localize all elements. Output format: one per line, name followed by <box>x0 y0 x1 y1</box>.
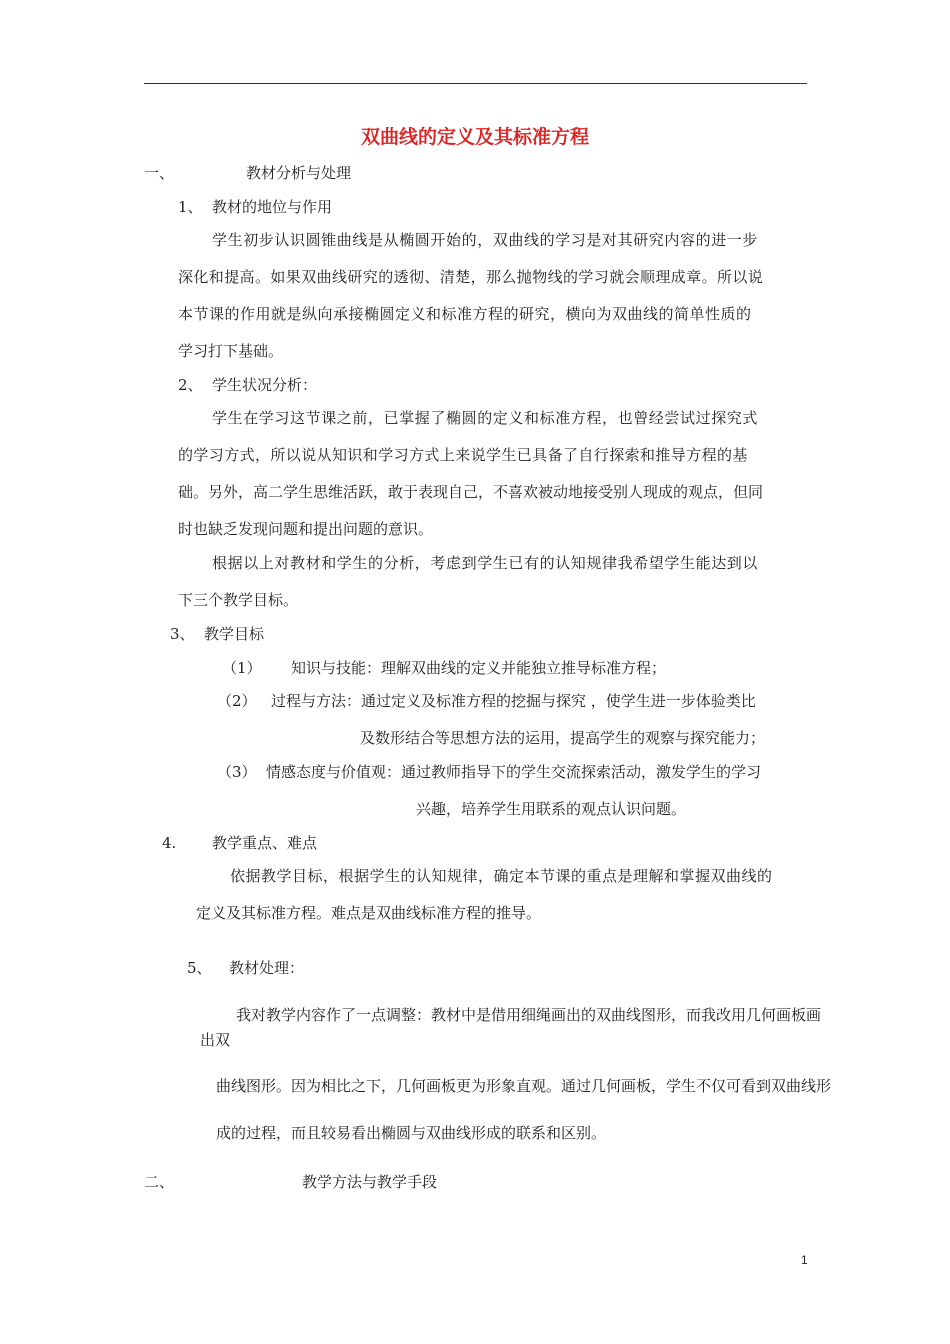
paragraph-line: 础。另外，高二学生思维活跃，敢于表现自己，不喜欢被动地接受别人现成的观点，但同 <box>178 483 764 501</box>
section-2-heading: 教学方法与教学手段 <box>302 1173 438 1191</box>
section-1-number: 一、 <box>144 164 175 182</box>
paragraph-line: 学生在学习这节课之前，已掌握了椭圆的定义和标准方程，也曾经尝试过探究式 <box>212 409 759 427</box>
paragraph-line: 学生初步认识圆锥曲线是从椭圆开始的，双曲线的学习是对其研究内容的进一步 <box>212 231 759 249</box>
paragraph-line: 出双 <box>200 1031 231 1049</box>
subsection-5-number: 5、 <box>187 959 212 977</box>
goal-3-continuation: 兴趣，培养学生用联系的观点认识问题。 <box>416 800 687 818</box>
subsection-5-heading: 教材处理： <box>229 959 305 977</box>
section-1-heading: 教材分析与处理 <box>246 164 352 182</box>
paragraph-line: 下三个教学目标。 <box>178 591 299 609</box>
paragraph-line: 根据以上对教材和学生的分析，考虑到学生已有的认知规律我希望学生能达到以 <box>212 554 759 572</box>
subsection-1-heading: 教材的地位与作用 <box>212 198 333 216</box>
subsection-4-number: 4. <box>162 834 177 852</box>
paragraph-line: 的学习方式，所以说从知识和学习方式上来说学生已具备了自行探索和推导方程的基 <box>178 446 748 464</box>
paragraph-line: 依据教学目标，根据学生的认知规律，确定本节课的重点是理解和掌握双曲线的 <box>230 867 773 885</box>
paragraph-line: 深化和提高。如果双曲线研究的透彻、清楚，那么抛物线的学习就会顺理成章。所以说 <box>178 268 764 286</box>
goal-2-text: 过程与方法：通过定义及标准方程的挖掘与探究 ，使学生进一步体验类比 <box>271 692 756 710</box>
subsection-4-heading: 教学重点、难点 <box>212 834 318 852</box>
subsection-1-number: 1、 <box>178 198 203 216</box>
header-rule <box>144 83 807 84</box>
page-number: 1 <box>801 1253 808 1267</box>
subsection-3-number: 3、 <box>170 625 195 643</box>
subsection-2-heading: 学生状况分析： <box>212 376 318 394</box>
subsection-2-number: 2、 <box>178 376 203 394</box>
paragraph-line: 定义及其标准方程。难点是双曲线标准方程的推导。 <box>196 904 542 922</box>
paragraph-line: 曲线图形。因为相比之下，几何画板更为形象直观。通过几何画板，学生不仅可看到双曲线形 <box>216 1077 832 1095</box>
document-title: 双曲线的定义及其标准方程 <box>360 126 589 148</box>
goal-3-text: 情感态度与价值观：通过教师指导下的学生交流探索活动，激发学生的学习 <box>266 763 762 781</box>
paragraph-line: 我对教学内容作了一点调整：教材中是借用细绳画出的双曲线图形，而我改用几何画板画 <box>236 1006 822 1024</box>
section-2-number: 二、 <box>144 1173 175 1191</box>
goal-3-number: （3） <box>217 763 257 781</box>
goal-1-text: 知识与技能：理解双曲线的定义并能独立推导标准方程； <box>291 659 667 677</box>
paragraph-line: 成的过程，而且较易看出椭圆与双曲线形成的联系和区别。 <box>216 1124 607 1142</box>
paragraph-line: 学习打下基础。 <box>178 342 284 360</box>
goal-2-continuation: 及数形结合等思想方法的运用，提高学生的观察与探究能力； <box>360 729 766 747</box>
paragraph-line: 时也缺乏发现问题和提出问题的意识。 <box>178 520 434 538</box>
subsection-3-heading: 教学目标 <box>204 625 265 643</box>
paragraph-line: 本节课的作用就是纵向承接椭圆定义和标准方程的研究，横向为双曲线的简单性质的 <box>178 305 752 323</box>
goal-1-number: （1） <box>222 659 262 677</box>
goal-2-number: （2） <box>217 692 257 710</box>
